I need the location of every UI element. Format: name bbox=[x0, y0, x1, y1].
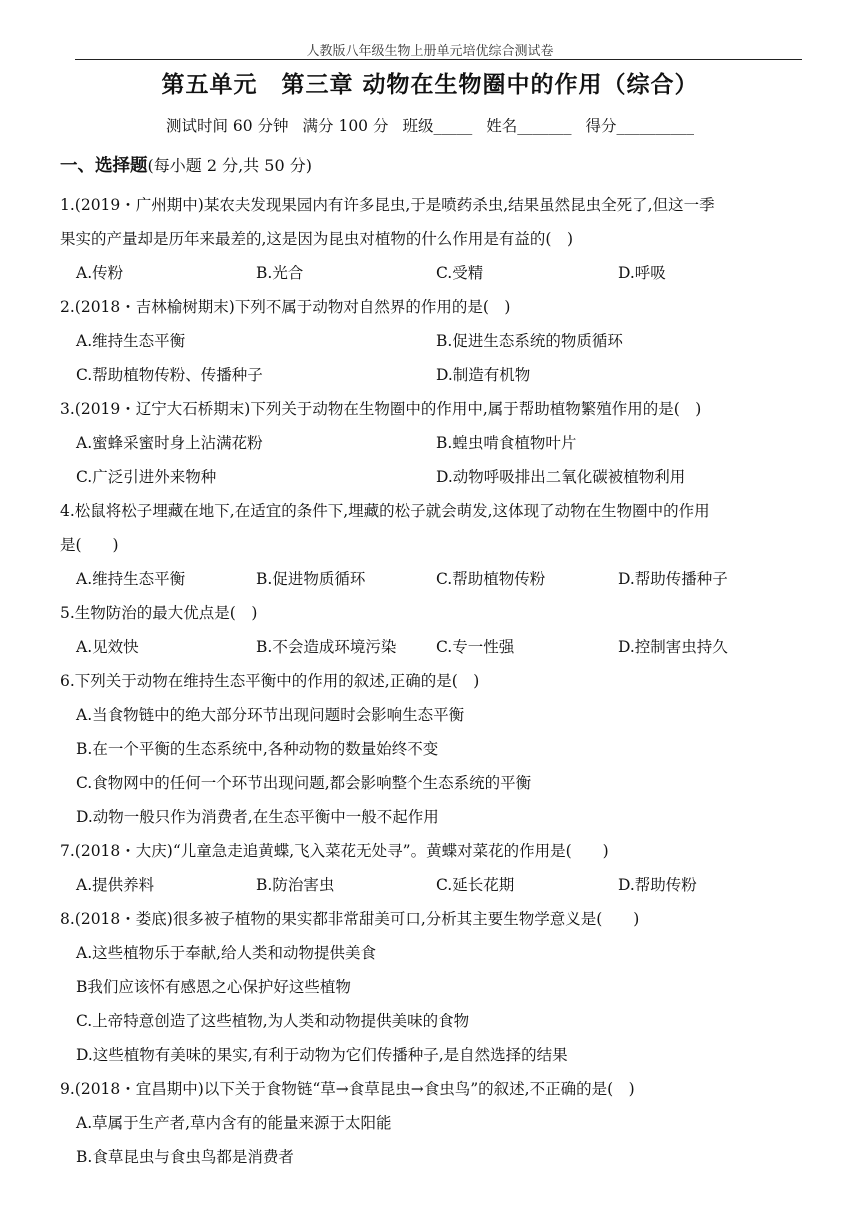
option-c: C.广泛引进外来物种 bbox=[76, 468, 217, 486]
question-stem: 4.松鼠将松子埋藏在地下,在适宜的条件下,埋藏的松子就会萌发,这体现了动物在生物圈中的作用 bbox=[60, 502, 710, 520]
meta-grade: 得分__________ bbox=[585, 117, 695, 135]
option-row bbox=[60, 426, 805, 460]
meta-name: 姓名_______ bbox=[486, 117, 572, 135]
question-3 bbox=[60, 392, 805, 494]
option-d: D.帮助传粉 bbox=[618, 876, 697, 894]
meta-score: 满分 100 分 bbox=[302, 117, 389, 135]
option-c: C.延长花期 bbox=[436, 876, 515, 894]
meta-class: 班级_____ bbox=[402, 117, 473, 135]
option-b: B我们应该怀有感恩之心保护好这些植物 bbox=[76, 978, 351, 996]
question-1 bbox=[60, 188, 805, 290]
option-row bbox=[60, 868, 805, 902]
option-a: A.维持生态平衡 bbox=[76, 332, 186, 350]
option-d: D.控制害虫持久 bbox=[618, 638, 728, 656]
option-d: D.制造有机物 bbox=[436, 366, 531, 384]
option-d: D.动物呼吸排出二氧化碳被植物利用 bbox=[436, 468, 686, 486]
section-title: 一、选择题 bbox=[60, 156, 148, 176]
option-b: B.促进物质循环 bbox=[256, 570, 366, 588]
option-a: A.提供养料 bbox=[76, 876, 155, 894]
option-c: C.上帝特意创造了这些植物,为人类和动物提供美味的食物 bbox=[76, 1012, 470, 1030]
option-b: B.蝗虫啃食植物叶片 bbox=[436, 434, 577, 452]
question-stem: 8.(2018・娄底)很多被子植物的果实都非常甜美可口,分析其主要生物学意义是( ) bbox=[60, 910, 640, 928]
question-stem: 2.(2018・吉林榆树期末)下列不属于动物对自然界的作用的是( ) bbox=[60, 298, 511, 316]
option-row bbox=[60, 630, 805, 664]
question-stem: 3.(2019・辽宁大石桥期末)下列关于动物在生物圈中的作用中,属于帮助植物繁殖作用的是( ) bbox=[60, 400, 702, 418]
option-d: D.这些植物有美味的果实,有利于动物为它们传播种子,是自然选择的结果 bbox=[76, 1046, 568, 1064]
option-a: A.蜜蜂采蜜时身上沾满花粉 bbox=[76, 434, 263, 452]
option-d: D.动物一般只作为消费者,在生态平衡中一般不起作用 bbox=[76, 808, 439, 826]
option-b: B.食草昆虫与食虫鸟都是消费者 bbox=[76, 1148, 294, 1166]
option-c: C.食物网中的任何一个环节出现问题,都会影响整个生态系统的平衡 bbox=[76, 774, 532, 792]
option-a: A.草属于生产者,草内含有的能量来源于太阳能 bbox=[76, 1114, 392, 1132]
option-b: B.防治害虫 bbox=[256, 876, 335, 894]
option-b: B.在一个平衡的生态系统中,各种动物的数量始终不变 bbox=[76, 740, 439, 758]
option-a: A.见效快 bbox=[76, 638, 139, 656]
option-a: A.当食物链中的绝大部分环节出现问题时会影响生态平衡 bbox=[76, 706, 465, 724]
header-rule bbox=[75, 59, 802, 60]
option-c: C.专一性强 bbox=[436, 638, 515, 656]
option-a: A.维持生态平衡 bbox=[76, 570, 186, 588]
option-a: A.传粉 bbox=[76, 264, 124, 282]
question-stem: 是( ) bbox=[60, 536, 119, 554]
meta-time: 测试时间 60 分钟 bbox=[165, 117, 289, 135]
question-5 bbox=[60, 596, 805, 664]
option-a: A.这些植物乐于奉献,给人类和动物提供美食 bbox=[76, 944, 377, 962]
option-row bbox=[60, 358, 805, 392]
question-9 bbox=[60, 1072, 805, 1174]
option-c: C.受精 bbox=[436, 264, 484, 282]
question-2 bbox=[60, 290, 805, 392]
exam-meta bbox=[0, 114, 860, 136]
option-b: B.不会造成环境污染 bbox=[256, 638, 397, 656]
page-header: 人教版八年级生物上册单元培优综合测试卷 bbox=[306, 44, 554, 59]
question-4 bbox=[60, 494, 805, 596]
option-d: D.帮助传播种子 bbox=[618, 570, 728, 588]
option-b: B.促进生态系统的物质循环 bbox=[436, 332, 623, 350]
section-note: (每小题 2 分,共 50 分) bbox=[147, 156, 312, 175]
section-heading bbox=[60, 152, 312, 177]
option-b: B.光合 bbox=[256, 264, 304, 282]
option-row bbox=[60, 256, 805, 290]
question-stem: 5.生物防治的最大优点是( ) bbox=[60, 604, 258, 622]
option-c: C.帮助植物传粉、传播种子 bbox=[76, 366, 263, 384]
question-6 bbox=[60, 664, 805, 834]
question-list bbox=[60, 188, 805, 1174]
option-row bbox=[60, 460, 805, 494]
question-stem: 果实的产量却是历年来最差的,这是因为昆虫对植物的什么作用是有益的( ) bbox=[60, 230, 574, 248]
option-row bbox=[60, 324, 805, 358]
option-d: D.呼吸 bbox=[618, 264, 666, 282]
question-stem: 9.(2018・宜昌期中)以下关于食物链“草→食草昆虫→食虫鸟”的叙述,不正确的是( ) bbox=[60, 1080, 635, 1098]
question-stem: 6.下列关于动物在维持生态平衡中的作用的叙述,正确的是( ) bbox=[60, 672, 480, 690]
option-c: C.帮助植物传粉 bbox=[436, 570, 546, 588]
question-7 bbox=[60, 834, 805, 902]
question-stem: 7.(2018・大庆)“儿童急走追黄蝶,飞入菜花无处寻”。黄蝶对菜花的作用是( ) bbox=[60, 842, 609, 860]
question-stem: 1.(2019・广州期中)某农夫发现果园内有许多昆虫,于是喷药杀虫,结果虽然昆虫全死了,但这一季 bbox=[60, 196, 715, 214]
page-title: 第五单元 第三章 动物在生物圈中的作用（综合） bbox=[161, 72, 699, 98]
question-8 bbox=[60, 902, 805, 1072]
option-row bbox=[60, 562, 805, 596]
